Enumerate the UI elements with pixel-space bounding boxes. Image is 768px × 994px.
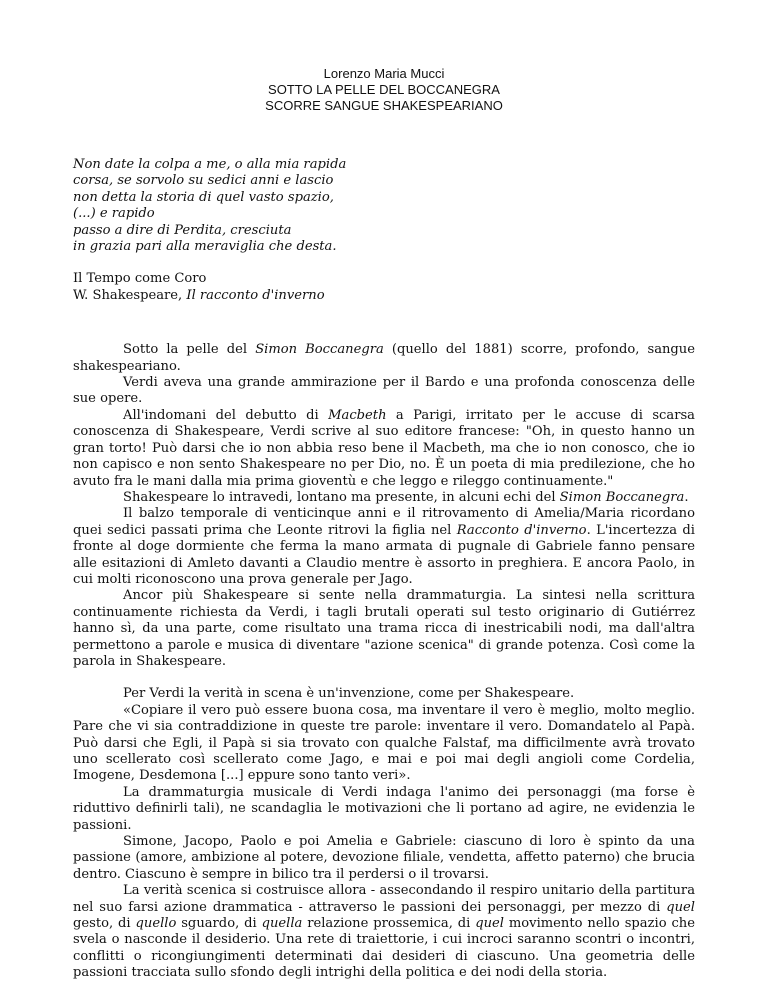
title-line-2: SCORRE SANGUE SHAKESPEARIANO xyxy=(265,98,503,113)
epigraph-line: non detta la storia di quel vasto spazio, xyxy=(73,189,334,205)
paragraph-6: Ancor più Shakespeare si sente nella drammaturgia. La sintesi nella scrittura continuamente richiesta da Verdi, i tagli brutali operati sul testo originario di Gutiérrez hanno sì, da una parte, come risultato una trama ricca di inestricabili nodi, ma dall'altra permettono a parole e musica di diventare "azione scenica" di grande potenza. Così come la parola in Shakespeare. xyxy=(73,588,695,669)
epigraph-line: in grazia pari alla meraviglia che desta. xyxy=(73,239,337,255)
epigraph-attribution xyxy=(73,271,695,304)
paragraph-1: Sotto la pelle del Simon Boccanegra (quello del 1881) scorre, profondo, sangue shakespeariano. xyxy=(73,342,695,374)
paragraph-4: Shakespeare lo intravedi, lontano ma presente, in alcuni echi del Simon Boccanegra. xyxy=(123,489,689,505)
article-body xyxy=(73,342,695,981)
paragraph-8: «Copiare il vero può essere buona cosa, ma inventare il vero è meglio, molto meglio. Pare che vi sia contraddizione in queste tre parole: inventare il vero. Domandatelo al Papà. Può darsi che Egli, il Papà si sia trovato con qualche Falstaf, ma difficilmente avrà trovato uno scellerato così scellerato come Jago, e mai e poi mai degli angioli come Cordelia, Imogene, Desdemona [...] eppure sono tanto veri». xyxy=(73,702,695,784)
paragraph-3: All'indomani del debutto di Macbeth a Parigi, irritato per le accuse di scarsa conoscenza di Shakespeare, Verdi scrive al suo editore francese: "Oh, in questo hanno un gran torto! Può darsi che io non abbia reso bene il Macbeth, ma che io non conosco, che io non capisco e non sento Shakespeare no per Dio, no. È un poeta di mia predilezione, che ho avuto fra le mani dalla mia prima gioventù e che leggo e rileggo continuamente." xyxy=(73,407,695,489)
author-name: Lorenzo Maria Mucci xyxy=(323,66,445,81)
epigraph-line: corsa, se sorvolo su sedici anni e lascio xyxy=(73,173,334,189)
paragraph-10: Simone, Jacopo, Paolo e poi Amelia e Gabriele: ciascuno di loro è spinto da una passione (amore, ambizione al potere, devozione filiale, vendetta, affetto paterno) che brucia dentro. Ciascuno è sempre in bilico tra il perdersi o il trovarsi. xyxy=(73,834,695,882)
epigraph-line: Non date la colpa a me, o alla mia rapida xyxy=(73,157,347,172)
paragraph-7: Per Verdi la verità in scena è un'invenzione, come per Shakespeare. xyxy=(123,686,575,702)
attribution-work: Il racconto d'inverno xyxy=(186,287,325,303)
epigraph-line: (...) e rapido xyxy=(73,206,155,222)
attribution-speaker: Il Tempo come Coro xyxy=(73,271,207,287)
paragraph-5: Il balzo temporale di venticinque anni e il ritrovamento di Amelia/Maria ricordano quei sedici passati prima che Leonte ritrovi la figlia nel Racconto d'inverno. L'incertezza di fronte al doge dormiente che ferma la mano armata di pugnale di Gabriele fanno pensare alle esitazioni di Amleto davanti a Claudio mentre è assorto in preghiera. E ancora Paolo, in cui molti riconoscono una prova generale per Jago. xyxy=(73,506,695,587)
epigraph xyxy=(73,157,695,255)
title-line-1: SOTTO LA PELLE DEL BOCCANEGRA xyxy=(268,82,500,97)
document-header xyxy=(73,66,695,114)
paragraph-9: La drammaturgia musicale di Verdi indaga l'animo dei personaggi (ma forse è riduttivo definirli tali), ne scandaglia le motivazioni che li portano ad agire, ne evidenzia le passioni. xyxy=(73,784,695,833)
attribution-author: W. Shakespeare, xyxy=(73,287,183,303)
paragraph-11: La verità scenica si costruisce allora - assecondando il respiro unitario della partitura nel suo farsi azione drammatica - attraverso le passioni dei personaggi, per mezzo di quel gesto, di quello sguardo, di quella relazione prossemica, di quel movimento nello spazio che svela o nasconde il desiderio. Una rete di traiettorie, i cui incroci saranno scontri o incontri, conflitti o ricongiungimenti determinati dai desideri di ciascuno. Una geometria delle passioni tracciata sullo sfondo degli intrighi della politica e dei nodi della storia. xyxy=(73,883,695,981)
epigraph-line: passo a dire di Perdita, cresciuta xyxy=(73,222,292,238)
paragraph-2: Verdi aveva una grande ammirazione per il Bardo e una profonda conoscenza delle sue opere. xyxy=(73,375,695,407)
attribution-source xyxy=(73,288,695,304)
